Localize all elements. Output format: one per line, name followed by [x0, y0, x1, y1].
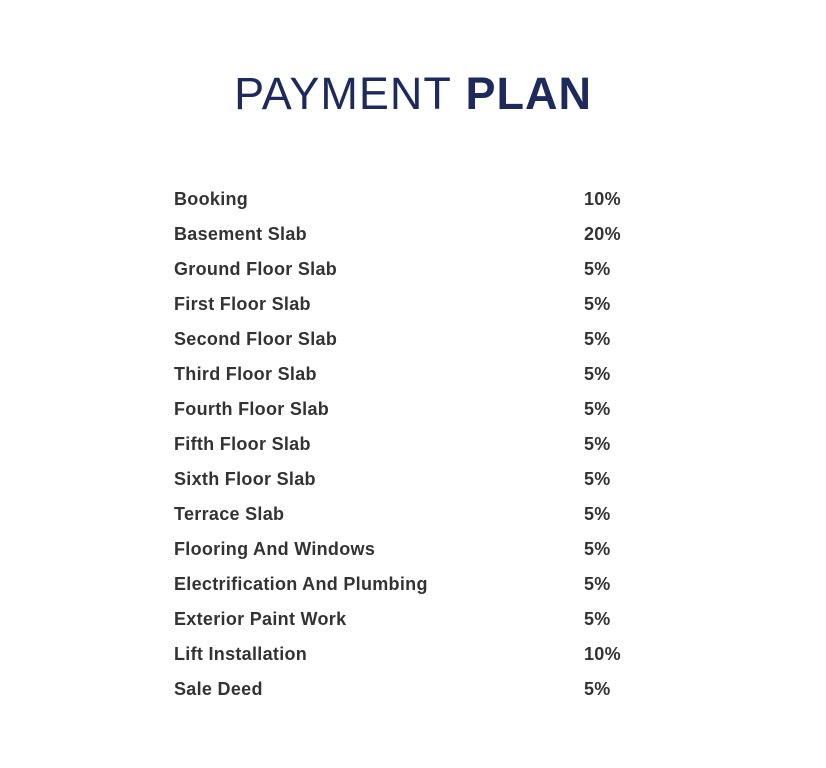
plan-row [174, 497, 654, 532]
stage-percent: 5% [584, 434, 611, 454]
plan-row [174, 602, 654, 637]
stage-percent: 5% [584, 329, 611, 349]
stage-percent: 5% [584, 399, 611, 419]
plan-row [174, 322, 654, 357]
plan-row [174, 252, 654, 287]
plan-row [174, 287, 654, 322]
stage-percent: 5% [584, 469, 611, 489]
stage-label: Sixth Floor Slab [174, 469, 316, 489]
plan-row [174, 462, 654, 497]
page-title [0, 68, 826, 120]
plan-row [174, 637, 654, 672]
stage-percent: 5% [584, 574, 611, 594]
stage-label: Electrification And Plumbing [174, 574, 428, 594]
stage-label: Sale Deed [174, 679, 263, 699]
stage-label: Flooring And Windows [174, 539, 376, 559]
stage-percent: 10% [584, 189, 621, 209]
stage-percent: 5% [584, 609, 611, 629]
stage-percent: 5% [584, 679, 611, 699]
stage-percent: 5% [584, 364, 611, 384]
stage-label: Basement Slab [174, 224, 307, 244]
plan-row [174, 217, 654, 252]
plan-row [174, 532, 654, 567]
stage-percent: 5% [584, 504, 611, 524]
stage-label: Third Floor Slab [174, 364, 317, 384]
plan-row [174, 357, 654, 392]
stage-percent: 5% [584, 259, 611, 279]
plan-row [174, 672, 654, 707]
stage-percent: 5% [584, 294, 611, 314]
stage-label: Fifth Floor Slab [174, 434, 311, 454]
plan-row [174, 392, 654, 427]
stage-label: Booking [174, 189, 249, 209]
stage-label: Second Floor Slab [174, 329, 338, 349]
plan-row [174, 567, 654, 602]
title-bold: PLAN [465, 68, 592, 119]
title-light: PAYMENT [234, 68, 452, 119]
stage-label: Ground Floor Slab [174, 259, 338, 279]
stage-label: Lift Installation [174, 644, 308, 664]
stage-label: Fourth Floor Slab [174, 399, 330, 419]
stage-percent: 10% [584, 644, 621, 664]
stage-label: Exterior Paint Work [174, 609, 347, 629]
stage-label: Terrace Slab [174, 504, 285, 524]
plan-row [174, 427, 654, 462]
plan-row [174, 182, 654, 217]
stage-label: First Floor Slab [174, 294, 311, 314]
stage-percent: 5% [584, 539, 611, 559]
payment-plan-list [174, 182, 654, 707]
stage-percent: 20% [584, 224, 621, 244]
